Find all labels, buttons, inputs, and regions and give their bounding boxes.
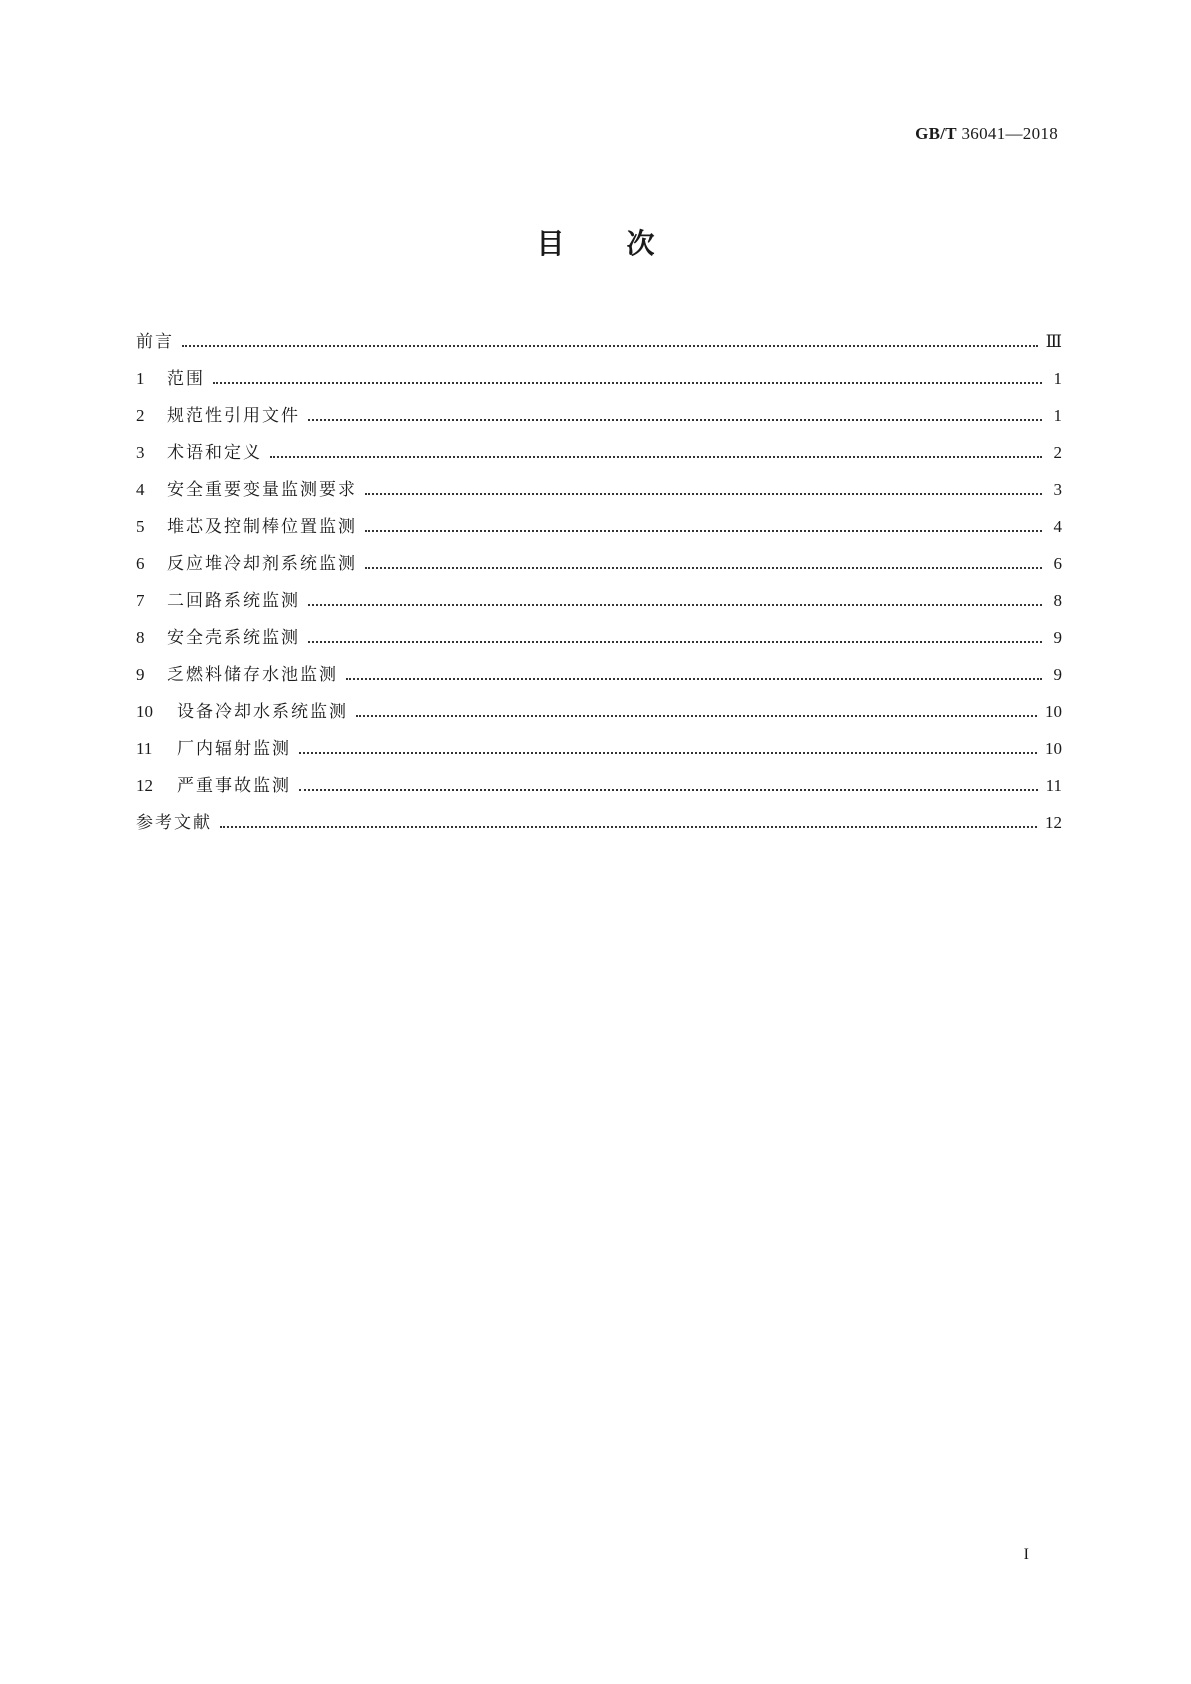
toc-dot-leader <box>308 621 1042 643</box>
toc-entry-page: 11 <box>1045 776 1062 795</box>
toc-entry-number: 3 <box>136 443 145 462</box>
toc-entry-number: 6 <box>136 554 145 573</box>
toc-entry[interactable] <box>136 360 1062 397</box>
toc-entry-page: 4 <box>1053 517 1062 536</box>
toc-entry[interactable] <box>136 656 1062 693</box>
toc-entry-title: 厂内辐射监测 <box>177 739 291 759</box>
toc-dot-leader <box>308 584 1042 606</box>
toc-entry-title: 安全壳系统监测 <box>167 628 300 648</box>
toc-entry-title: 严重事故监测 <box>177 776 291 796</box>
toc-entry-page: 1 <box>1053 369 1062 388</box>
toc-entry-number: 2 <box>136 406 145 425</box>
toc-entry[interactable] <box>136 804 1062 841</box>
toc-entry-number: 7 <box>136 591 145 610</box>
toc-dot-leader <box>356 695 1037 717</box>
toc-entry-page: Ⅲ <box>1045 332 1062 351</box>
toc-entry[interactable] <box>136 767 1062 804</box>
toc-dot-leader <box>220 806 1037 828</box>
toc-entry-title: 前言 <box>136 332 174 352</box>
toc-entry-title: 乏燃料储存水池监测 <box>167 665 338 685</box>
toc-entry-title: 规范性引用文件 <box>167 406 300 426</box>
toc-entry-page: 8 <box>1053 591 1062 610</box>
toc-entry[interactable] <box>136 434 1062 471</box>
toc-dot-leader <box>346 658 1042 680</box>
toc-entry[interactable] <box>136 619 1062 656</box>
toc-entry-page: 10 <box>1045 702 1062 721</box>
toc-entry-page: 9 <box>1053 665 1062 684</box>
toc-entry-title: 参考文献 <box>136 813 212 833</box>
page-title: 目次 <box>536 227 717 260</box>
standard-code <box>915 124 1058 144</box>
toc-dot-leader <box>182 325 1038 347</box>
toc-entry-page: 9 <box>1053 628 1062 647</box>
page-number: I <box>1023 1546 1029 1563</box>
toc-entry-number: 8 <box>136 628 145 647</box>
toc-dot-leader <box>308 399 1042 421</box>
toc-dot-leader <box>299 732 1037 754</box>
toc-entry-title: 堆芯及控制棒位置监测 <box>167 517 357 537</box>
toc-entry-number: 4 <box>136 480 145 499</box>
toc-dot-leader <box>365 510 1042 532</box>
toc-entry[interactable] <box>136 730 1062 767</box>
toc-entry[interactable] <box>136 323 1062 360</box>
toc-entry-page: 2 <box>1053 443 1062 462</box>
toc-entry[interactable] <box>136 397 1062 434</box>
toc-entry[interactable] <box>136 545 1062 582</box>
toc-entry-page: 6 <box>1053 554 1062 573</box>
toc-entry-number: 10 <box>136 702 153 721</box>
toc-entry-title: 反应堆冷却剂系统监测 <box>167 554 357 574</box>
toc-dot-leader <box>270 436 1042 458</box>
toc-entry-title: 安全重要变量监测要求 <box>167 480 357 500</box>
toc-entry-number: 9 <box>136 665 145 684</box>
toc-dot-leader <box>213 362 1042 384</box>
standard-prefix: GB/T <box>915 124 957 143</box>
toc-entry-title: 范围 <box>167 369 205 389</box>
toc-entry-number: 11 <box>136 739 153 758</box>
toc-entry-number: 12 <box>136 776 153 795</box>
table-of-contents <box>136 323 1062 841</box>
toc-entry[interactable] <box>136 508 1062 545</box>
toc-entry[interactable] <box>136 693 1062 730</box>
toc-entry-page: 12 <box>1045 813 1062 832</box>
toc-entry-title: 二回路系统监测 <box>167 591 300 611</box>
toc-entry-page: 1 <box>1053 406 1062 425</box>
toc-entry-page: 10 <box>1045 739 1062 758</box>
toc-dot-leader <box>299 769 1038 791</box>
toc-entry-number: 1 <box>136 369 145 388</box>
toc-entry-page: 3 <box>1053 480 1062 499</box>
toc-dot-leader <box>365 473 1042 495</box>
toc-entry-title: 术语和定义 <box>167 443 262 463</box>
standard-number: 36041—2018 <box>961 124 1058 143</box>
toc-entry-title: 设备冷却水系统监测 <box>177 702 348 722</box>
toc-entry[interactable] <box>136 471 1062 508</box>
toc-dot-leader <box>365 547 1042 569</box>
toc-entry-number: 5 <box>136 517 145 536</box>
toc-entry[interactable] <box>136 582 1062 619</box>
